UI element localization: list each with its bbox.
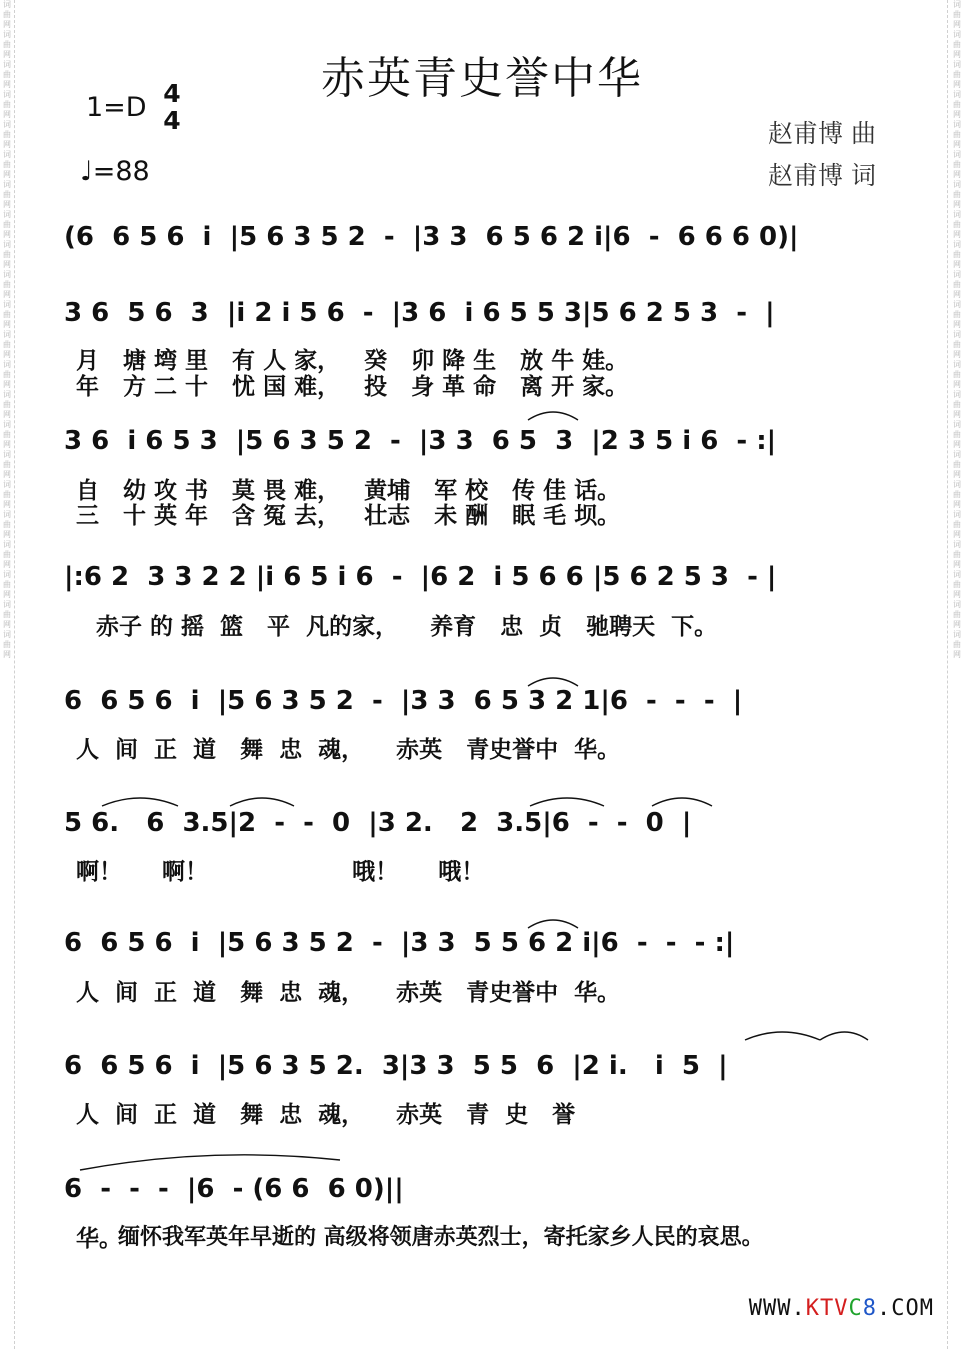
score-row-4-lyrics: 赤子 的 摇 篮 平 凡的家， 养育 忠 贞 驰聘天 下。 — [96, 614, 718, 640]
site-watermark — [749, 1296, 934, 1321]
time-signature-bottom: 4 — [163, 106, 181, 135]
key-signature: 1=D — [86, 92, 147, 123]
score-row-2-lyrics-verse-2: 年 方 二 十 忧 国 难， 投 身 革 命 离 开 家。 — [76, 374, 629, 400]
watermark-part: KTV — [805, 1296, 849, 1321]
slur — [820, 1032, 868, 1040]
song-title: 赤英青史誉中华 — [321, 53, 643, 104]
slur — [528, 412, 578, 420]
score-row-6-notes: 5 6. 6 3.5|2 - - 0 |3 2. 2 3.5|6 - - 0 | — [64, 808, 692, 838]
composer-credit: 赵甫博 曲 — [768, 119, 876, 148]
score-row-3-lyrics-verse-1: 自 幼 攻 书 莫 畏 难， 黄埔 军 校 传 佳 话。 — [76, 478, 621, 504]
slur — [530, 798, 604, 806]
slur — [528, 920, 578, 928]
slur — [528, 678, 578, 686]
score-row-2-lyrics-verse-1: 月 塘 塆 里 有 人 家， 癸 卯 降 生 放 牛 娃。 — [76, 348, 629, 374]
score-row-8-notes: 6 6 5 6 i |5 6 3 5 2. 3|3 3 5 5 6 |2 i. i 5 | — [64, 1051, 728, 1081]
slur — [230, 798, 294, 806]
score-row-8-lyrics: 人 间 正 道 舞 忠 魂， 赤英 青 史 誉 — [76, 1102, 576, 1128]
dedication-note: 缅怀我军英年早逝的 高级将领唐赤英烈士，寄托家乡人民的哀思。 — [118, 1225, 764, 1250]
score-row-7-lyrics: 人 间 正 道 舞 忠 魂， 赤英 青史誉中 华。 — [76, 980, 621, 1006]
score-row-1-notes: (6 6 5 6 i |5 6 3 5 2 - |3 3 6 5 6 2 i|6 - 6 6 6 0)| — [64, 222, 799, 252]
lyricist-credit: 赵甫博 词 — [768, 161, 876, 190]
score-row-5-notes: 6 6 5 6 i |5 6 3 5 2 - |3 3 6 5 3 2 1|6 - - - | — [64, 686, 743, 716]
score-row-2-notes: 3 6 5 6 3 |i 2 i 5 6 - |3 6 i 6 5 5 3|5 6 2 5 3 - | — [64, 298, 775, 328]
right-side-watermark: 词曲网 词曲网 词曲网 词曲网 词曲网 词曲网 词曲网 词曲网 词曲网 词曲网 词曲网 词曲网 词曲网 词曲网 词曲网 词曲网 词曲网 词曲网 词曲网 词曲网 词曲网 词曲网 — [953, 0, 961, 659]
score-row-3-notes: 3 6 i 6 5 3 |5 6 3 5 2 - |3 3 6 5 3 |2 3 5 i 6 - :| — [64, 426, 777, 456]
time-signature-top: 4 — [163, 79, 181, 108]
score-row-3-lyrics-verse-2: 三 十 英 年 含 冤 去， 壮志 未 酬 眠 毛 坝。 — [76, 503, 621, 529]
watermark-part: WWW. — [748, 1296, 806, 1321]
left-side-watermark: 词曲网 词曲网 词曲网 词曲网 词曲网 词曲网 词曲网 词曲网 词曲网 词曲网 词曲网 词曲网 词曲网 词曲网 词曲网 词曲网 词曲网 词曲网 词曲网 词曲网 词曲网 词曲网 — [3, 0, 11, 659]
watermark-part: C — [848, 1296, 863, 1321]
tempo-marking: ♩=88 — [80, 156, 150, 187]
score-row-7-notes: 6 6 5 6 i |5 6 3 5 2 - |3 3 5 5 6 2 i|6 - - - :| — [64, 928, 735, 958]
slur — [745, 1032, 820, 1040]
watermark-part: .COM — [877, 1296, 934, 1321]
score-row-9-lyrics: 华。 — [76, 1226, 122, 1252]
score-row-5-lyrics: 人 间 正 道 舞 忠 魂， 赤英 青史誉中 华。 — [76, 737, 621, 763]
score-row-6-lyrics: 啊！ 啊！ 哦！ 哦！ — [76, 859, 485, 885]
score-row-4-notes: |:6 2 3 3 2 2 |i 6 5 i 6 - |6 2 i 5 6 6 |5 6 2 5 3 - | — [64, 562, 777, 592]
slur — [102, 798, 178, 806]
score-row-9-notes: 6 - - - |6 - (6 6 6 0)|| — [64, 1174, 404, 1204]
slur — [652, 798, 712, 806]
slur — [80, 1155, 340, 1170]
watermark-part: 8 — [862, 1296, 878, 1321]
